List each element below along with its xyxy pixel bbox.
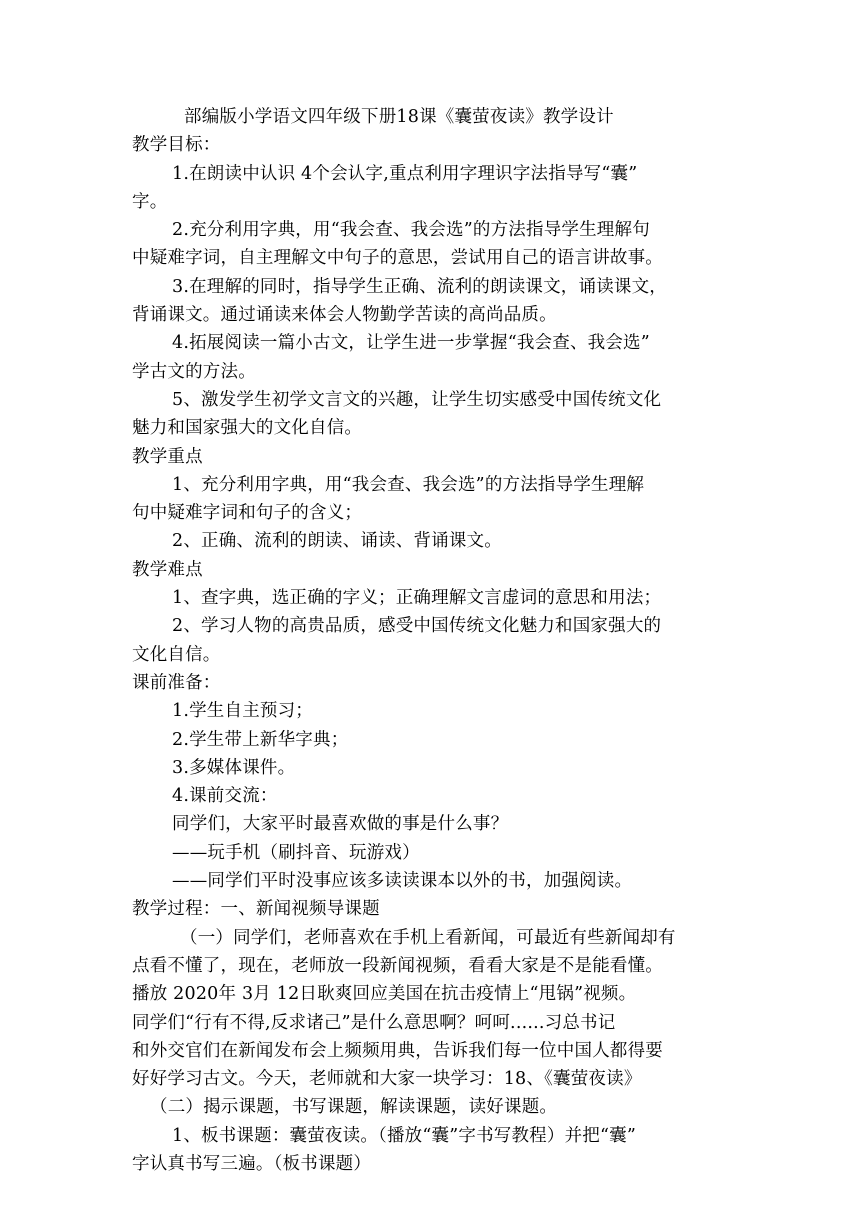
text-line: 教学重点: [132, 446, 203, 467]
text-line: 1、充分利用字典，用“我会查、我会选”的方法指导学生理解: [172, 474, 645, 495]
text-line: 4.课前交流：: [172, 786, 278, 807]
text-line: （一）同学们，老师喜欢在手机上看新闻，可最近有些新闻却有: [180, 927, 676, 948]
document-body: [132, 103, 732, 1178]
text-line: 1.在朗读中认识 4个会认字,重点利用字理识字法指导写“囊”: [172, 163, 638, 184]
text-line: 同学们，大家平时最喜欢做的事是什么事？: [172, 814, 509, 835]
text-line: 和外交官们在新闻发布会上频频用典，告诉我们每一位中国人都得要: [132, 1040, 663, 1061]
text-line: 教学过程：一、新闻视频导课题: [132, 899, 380, 920]
text-line: 1、板书课题：囊萤夜读。（播放“囊”字书写教程）并把“囊”: [172, 1125, 636, 1146]
text-line: 句中疑难字词和句子的含义；: [132, 503, 363, 524]
text-line: 课前准备：: [132, 672, 221, 693]
text-line: 5、激发学生初学文言文的兴趣，让学生切实感受中国传统文化: [172, 389, 662, 410]
text-line: 字认真书写三遍。（板书课题）: [132, 1153, 372, 1174]
text-line: 2.学生带上新华字典；: [172, 729, 349, 750]
text-line: 点看不懂了，现在，老师放一段新闻视频，看看大家是不是能看懂。: [132, 955, 663, 976]
text-line: 播放 2020年 3月 12日耿爽回应美国在抗击疫情上“甩锅”视频。: [132, 984, 637, 1005]
text-line: 同学们“行有不得,反求诸己”是什么意思啊？呵呵......习总书记: [132, 1012, 616, 1033]
text-line: 2、学习人物的高贵品质，感受中国传统文化魅力和国家强大的: [172, 616, 662, 637]
text-line: ——同学们平时没事应该多读读课本以外的书，加强阅读。: [172, 871, 633, 892]
text-line: 教学目标：: [132, 135, 221, 156]
text-line: 学古文的方法。: [132, 361, 256, 382]
text-line: 3.多媒体课件。: [172, 757, 296, 778]
text-line: 2、正确、流利的朗读、诵读、背诵课文。: [172, 531, 502, 552]
text-line: 教学难点: [132, 559, 203, 580]
text-line: 4.拓展阅读一篇小古文，让学生进一步掌握“我会查、我会选”: [172, 333, 650, 354]
text-line: 好好学习古文。今天，老师就和大家一块学习：18、《囊萤夜读》: [132, 1069, 642, 1090]
text-line: 中疑难字词，自主理解文中句子的意思，尝试用自己的语言讲故事。: [132, 248, 663, 269]
text-line: （二）揭示课题，书写课题，解读课题，读好课题。: [150, 1097, 558, 1118]
text-line: 1.学生自主预习；: [172, 701, 313, 722]
text-line: 文化自信。: [132, 644, 221, 665]
text-line: 魅力和国家强大的文化自信。: [132, 418, 363, 439]
text-line: 字。: [132, 191, 168, 212]
text-line: 2.充分利用字典，用“我会查、我会选”的方法指导学生理解句: [172, 220, 650, 241]
text-line: ——玩手机（刷抖音、玩游戏）: [172, 842, 420, 863]
text-line: 背诵课文。通过诵读来体会人物勤学苦读的高尚品质。: [132, 305, 557, 326]
text-line: 1、查字典，选正确的字义；正确理解文言虚词的意思和用法；: [172, 588, 662, 609]
document-title: 部编版小学语文四年级下册18课《囊萤夜读》教学设计: [184, 107, 614, 127]
text-line: 3.在理解的同时，指导学生正确、流利的朗读课文，诵读课文，: [172, 276, 667, 297]
